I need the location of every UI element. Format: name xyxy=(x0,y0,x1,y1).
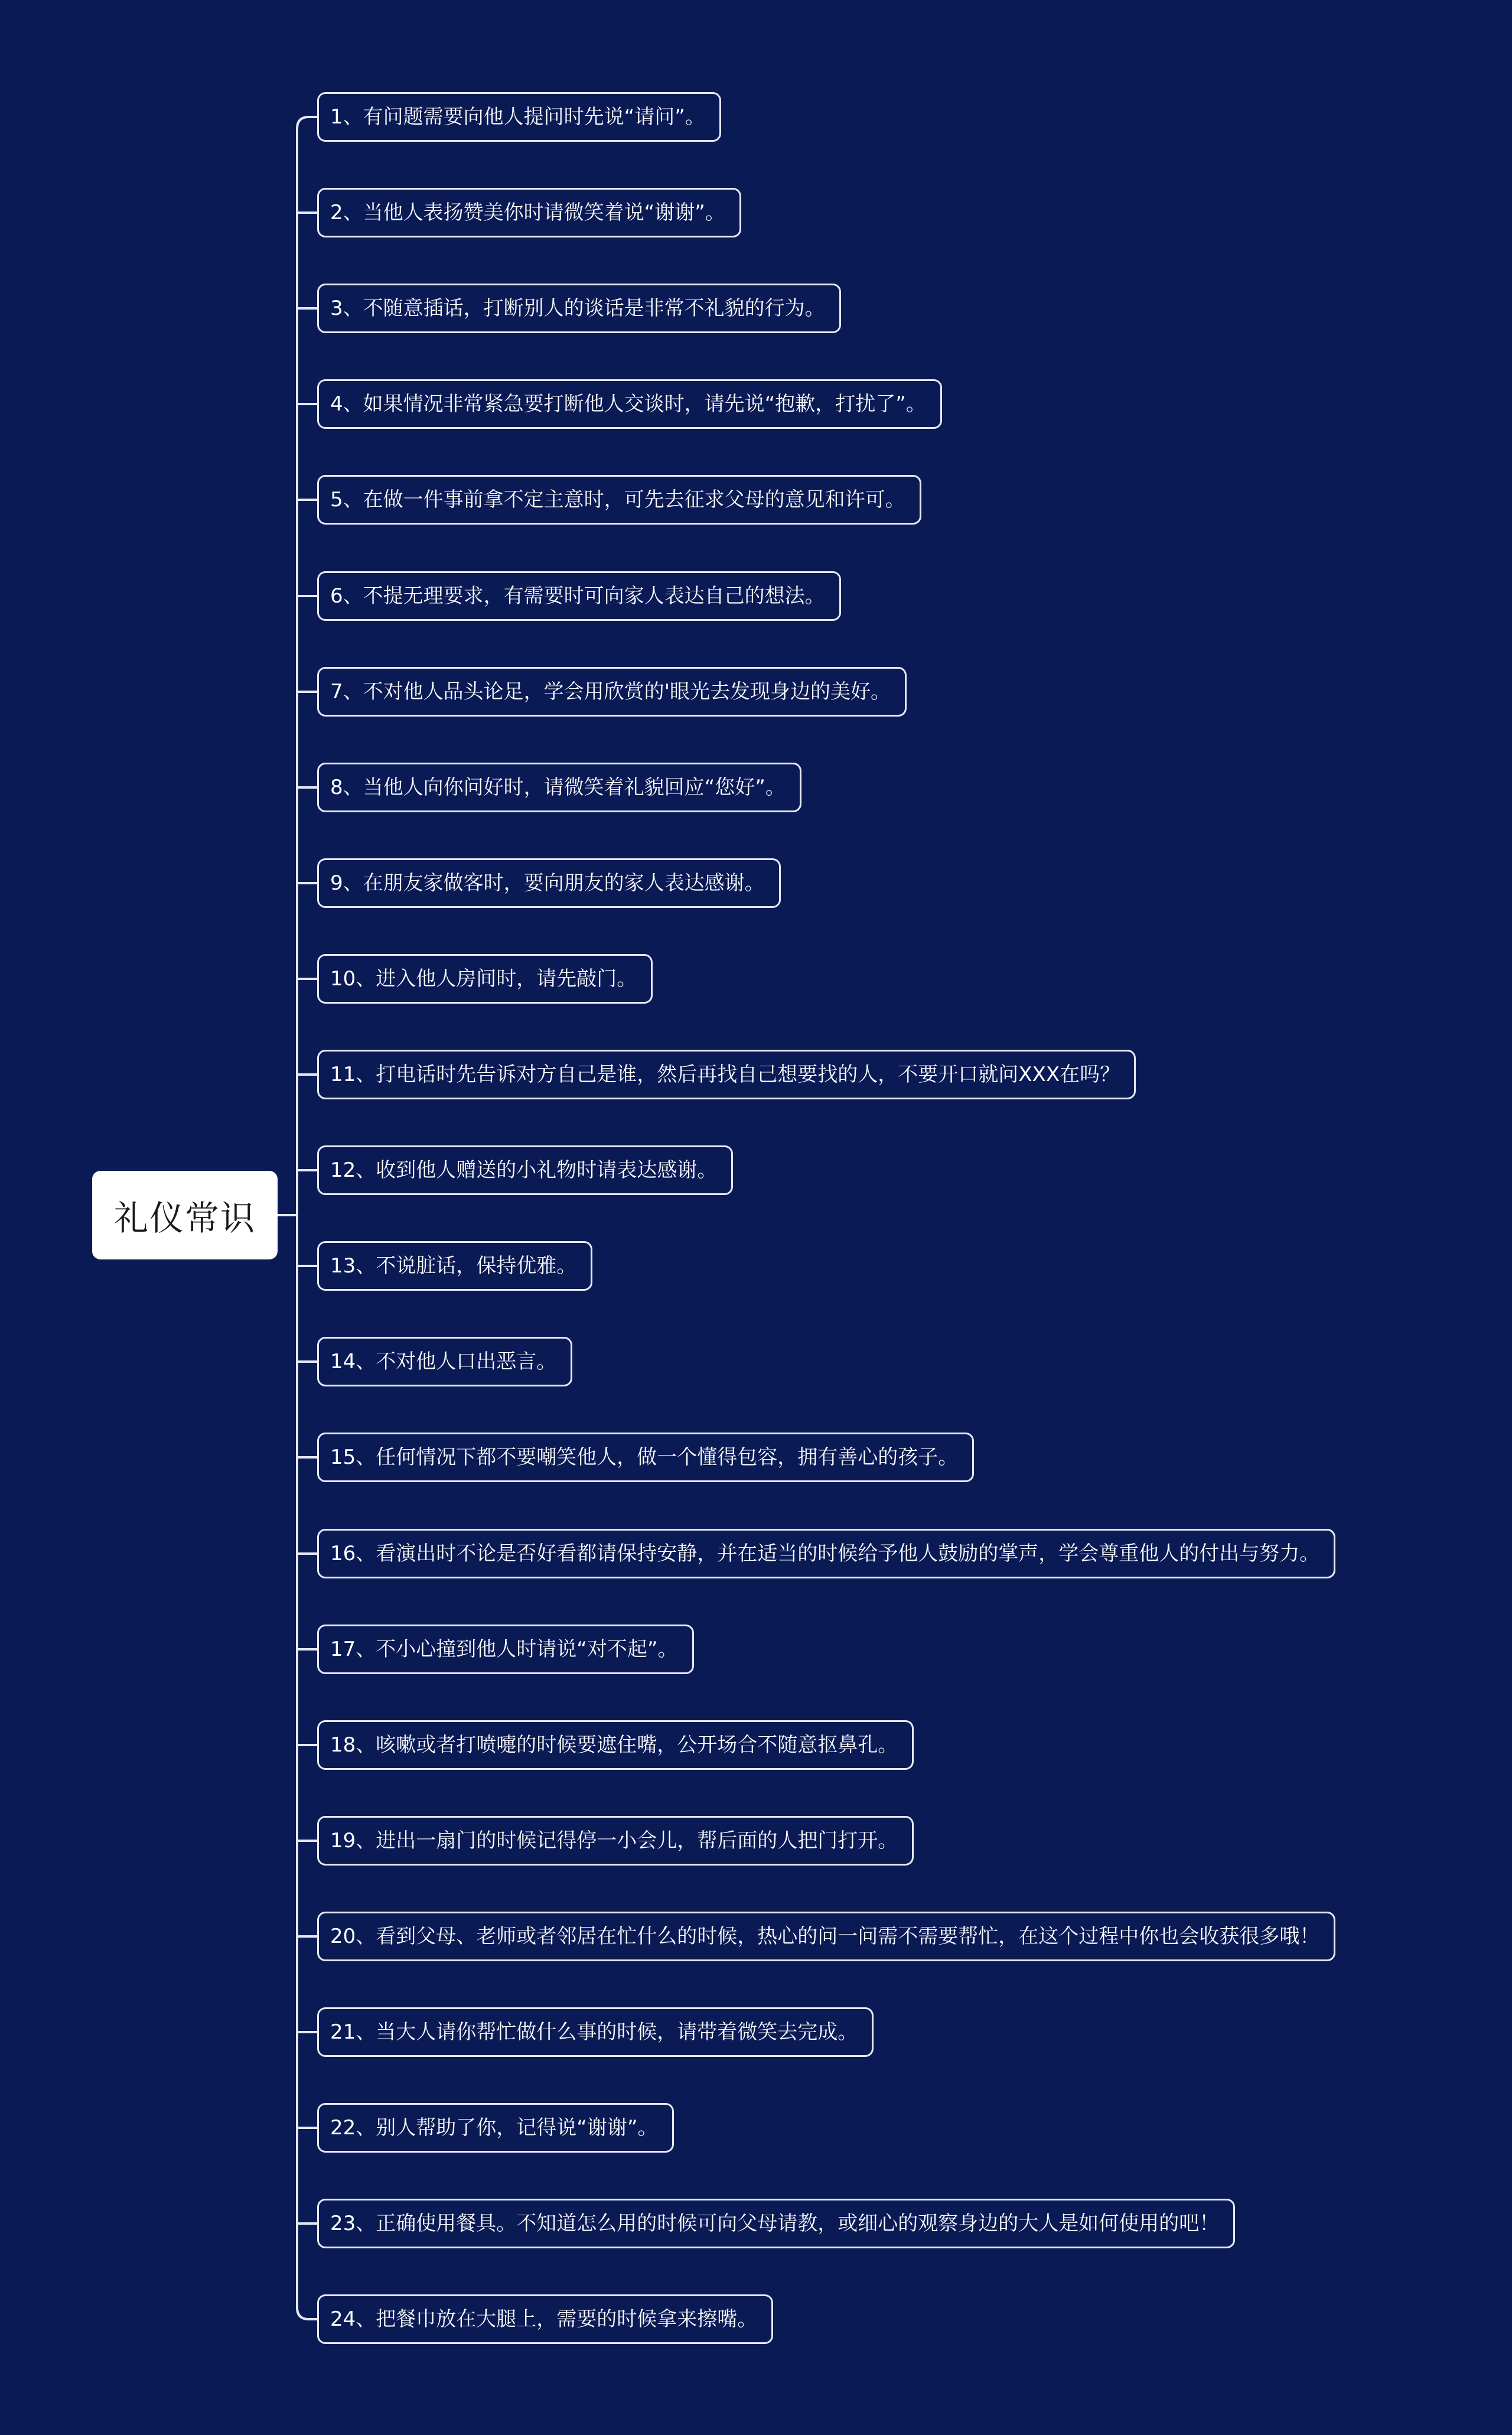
subtopic-node[interactable] xyxy=(317,2294,773,2344)
subtopic-label: 17、不小心撞到他人时请说“对不起”。 xyxy=(330,1638,678,1661)
subtopic-label: 24、把餐巾放在大腿上，需要的时候拿来擦嘴。 xyxy=(330,2307,758,2331)
subtopic-node[interactable] xyxy=(317,1050,1136,1099)
subtopic-node[interactable] xyxy=(317,2007,874,2057)
subtopic-label: 18、咳嗽或者打喷嚏的时候要遮住嘴，公开场合不随意抠鼻孔。 xyxy=(330,1733,898,1757)
subtopic-node[interactable] xyxy=(317,475,921,525)
subtopic-node[interactable] xyxy=(317,571,841,621)
subtopic-label: 1、有问题需要向他人提问时先说“请问”。 xyxy=(330,105,705,129)
subtopic-label: 8、当他人向你问好时，请微笑着礼貌回应“您好”。 xyxy=(330,776,786,799)
spine-connector xyxy=(297,117,317,2319)
subtopic-label: 22、别人帮助了你，记得说“谢谢”。 xyxy=(330,2116,658,2140)
subtopic-label: 2、当他人表扬赞美你时请微笑着说“谢谢”。 xyxy=(330,201,725,224)
subtopic-node[interactable] xyxy=(317,763,801,812)
subtopic-node[interactable] xyxy=(317,858,781,908)
subtopic-node[interactable] xyxy=(317,1816,914,1866)
subtopic-label: 9、在朋友家做客时，要向朋友的家人表达感谢。 xyxy=(330,871,765,895)
subtopic-node[interactable] xyxy=(317,667,907,717)
subtopic-label: 13、不说脏话，保持优雅。 xyxy=(330,1254,577,1278)
subtopic-label: 4、如果情况非常紧急要打断他人交谈时，请先说“抱歉，打扰了”。 xyxy=(330,392,926,416)
subtopic-label: 21、当大人请你帮忙做什么事的时候，请带着微笑去完成。 xyxy=(330,2020,858,2044)
subtopic-label: 19、进出一扇门的时候记得停一小会儿，帮后面的人把门打开。 xyxy=(330,1829,898,1853)
subtopic-node[interactable] xyxy=(317,1433,974,1482)
subtopic-node[interactable] xyxy=(317,2103,674,2153)
subtopic-label: 20、看到父母、老师或者邻居在忙什么的时候，热心的问一问需不需要帮忙，在这个过程中你也会收获很多哦！ xyxy=(330,1925,1320,1948)
subtopic-label: 14、不对他人口出恶言。 xyxy=(330,1350,557,1373)
subtopic-label: 16、看演出时不论是否好看都请保持安静，并在适当的时候给予他人鼓励的掌声，学会尊重他人的付出与努力。 xyxy=(330,1542,1320,1565)
subtopic-node[interactable] xyxy=(317,1912,1335,1961)
subtopic-label: 7、不对他人品头论足，学会用欣赏的'眼光去发现身边的美好。 xyxy=(330,680,891,704)
subtopic-node[interactable] xyxy=(317,954,653,1004)
subtopic-node[interactable] xyxy=(317,379,942,429)
root-topic[interactable] xyxy=(92,1171,278,1259)
subtopic-node[interactable] xyxy=(317,1720,914,1770)
subtopic-label: 12、收到他人赠送的小礼物时请表达感谢。 xyxy=(330,1158,718,1182)
root-topic-label: 礼仪常识 xyxy=(113,1198,256,1238)
subtopic-node[interactable] xyxy=(317,1529,1335,1578)
subtopic-label: 11、打电话时先告诉对方自己是谁，然后再找自己想要找的人，不要开口就问XXX在吗？ xyxy=(330,1063,1120,1086)
subtopic-node[interactable] xyxy=(317,188,741,237)
subtopic-node[interactable] xyxy=(317,92,721,142)
subtopic-label: 3、不随意插话，打断别人的谈话是非常不礼貌的行为。 xyxy=(330,297,825,320)
subtopic-label: 5、在做一件事前拿不定主意时，可先去征求父母的意见和许可。 xyxy=(330,488,905,512)
subtopic-label: 15、任何情况下都不要嘲笑他人，做一个懂得包容，拥有善心的孩子。 xyxy=(330,1446,959,1469)
subtopic-node[interactable] xyxy=(317,1145,733,1195)
subtopic-node[interactable] xyxy=(317,1625,694,1674)
subtopic-label: 10、进入他人房间时，请先敲门。 xyxy=(330,967,637,991)
subtopic-label: 23、正确使用餐具。不知道怎么用的时候可向父母请教，或细心的观察身边的大人是如何使用的吧！ xyxy=(330,2212,1220,2235)
subtopic-node[interactable] xyxy=(317,284,841,333)
subtopic-node[interactable] xyxy=(317,2199,1235,2248)
subtopic-node[interactable] xyxy=(317,1241,592,1291)
subtopic-node[interactable] xyxy=(317,1337,572,1386)
subtopic-label: 6、不提无理要求，有需要时可向家人表达自己的想法。 xyxy=(330,584,825,608)
